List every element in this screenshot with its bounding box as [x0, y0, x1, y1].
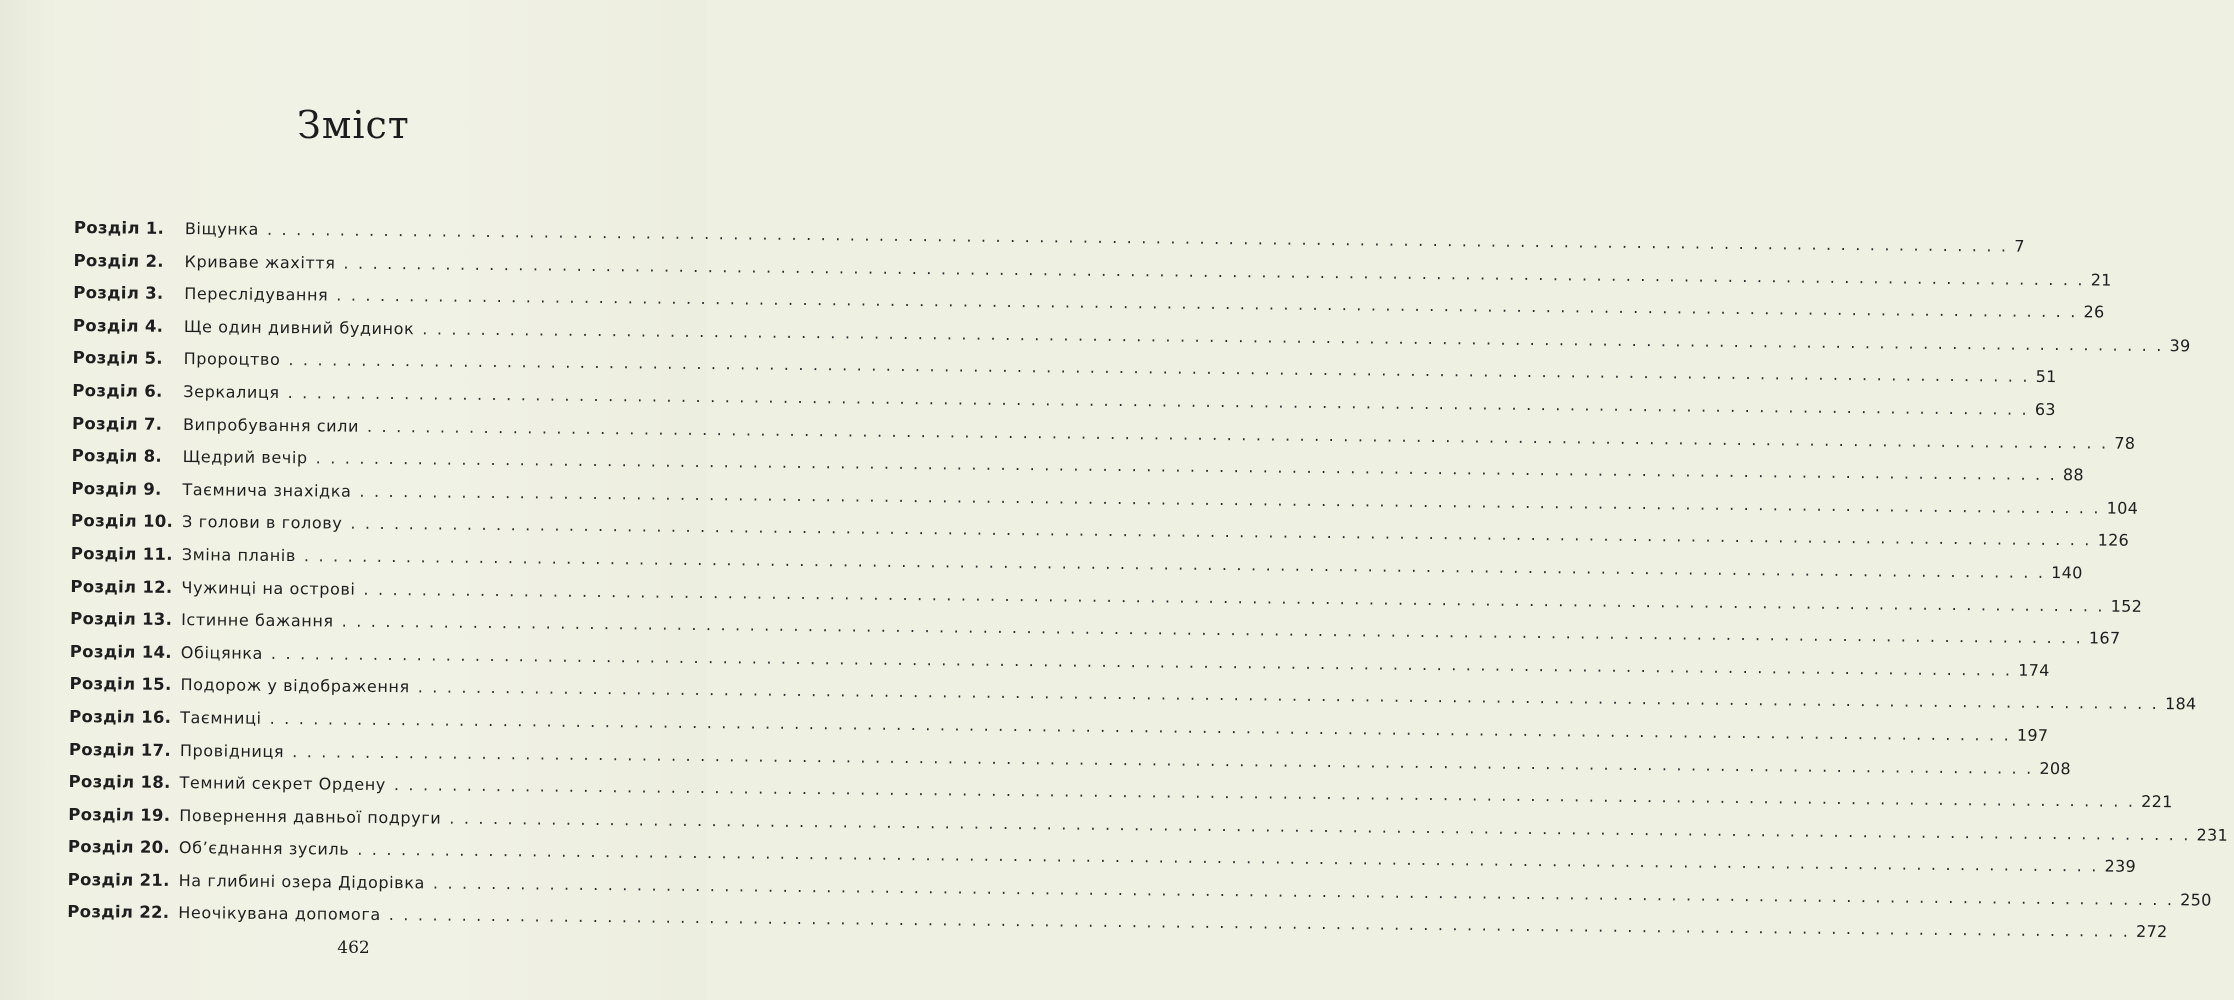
chapter-page-number: 63	[2034, 399, 2056, 420]
dot-leader: . . . . . . . . . . . . . . . . . . . . . . . . . . . . . . . . . . . . . . . . . . . . . . . . . . . . . . . . . . . . . . . . . . . . . . . . . . . . . . . . . . . . . . . . . . . . . . . . . . . . . . . . . . . . . . . . . . . . . . . .	[366, 416, 2109, 453]
chapter-number: Розділ 22.	[67, 902, 170, 923]
chapter-page-number: 78	[2114, 433, 2136, 453]
chapter-title: Випробування сили	[182, 414, 360, 436]
chapter-title: Пророцтво	[183, 349, 281, 370]
chapter-title: Ще один дивний будинок	[183, 316, 415, 339]
chapter-number: Розділ 9.	[71, 478, 162, 499]
chapter-title: Темний секрет Ордену	[179, 773, 386, 795]
chapter-page-number: 231	[2196, 825, 2229, 845]
dot-leader: . . . . . . . . . . . . . . . . . . . . . . . . . . . . . . . . . . . . . . . . . . . . . . . . . . . . . . . . . . . . . . . . . . . . . . . . . . . . . . . . . . . . . . . . . . . . . . . . . . . . . . . . . . . . . . . . . . . . . . . .	[357, 840, 2099, 876]
chapter-title: Переслідування	[184, 284, 329, 305]
chapter-number: Розділ 4.	[72, 315, 164, 336]
chapter-number: Розділ 6.	[72, 380, 163, 401]
chapter-page-number: 197	[2016, 725, 2049, 745]
dot-leader: . . . . . . . . . . . . . . . . . . . . . . . . . . . . . . . . . . . . . . . . . . . . . . . . . . . . . . . . . . . . . . . . . . . . . . . . . . . . . . . . . . . . . . . . . . . . . . . . . . . . . . . . . . . . . . . . . . . . . . . .	[363, 579, 2105, 616]
chapter-title: Чужинці на острові	[181, 577, 356, 599]
page-number: 462	[337, 938, 370, 958]
chapter-number: Розділ 2.	[73, 250, 164, 271]
chapter-page-number: 26	[2083, 302, 2105, 322]
chapter-page-number: 7	[2014, 236, 2025, 256]
dot-leader: . . . . . . . . . . . . . . . . . . . . . . . . . . . . . . . . . . . . . . . . . . . . . . . . . . . . . . . . . . . . . . . . . . . . . . . . . . . . . . . . . . . . . . . . . . . . . . . . . . . . . . . . . . . . . . . . . . . . . . . .	[336, 285, 2078, 322]
chapter-number: Розділ 1.	[73, 218, 165, 238]
chapter-title: Щедрий вечір	[182, 447, 308, 468]
dot-leader: . . . . . . . . . . . . . . . . . . . . . . . . . . . . . . . . . . . . . . . . . . . . . . . . . . . . . . . . . . . . . . . . . . . . . . . . . . . . . . . . . . . . . . . . . . . . . . . . . . . . . . . . . . . . . . . . . . . . . . . .	[341, 611, 2084, 648]
chapter-title: Провідниця	[179, 740, 285, 761]
chapter-number: Розділ 18.	[68, 772, 171, 793]
chapter-page-number: 126	[2097, 530, 2130, 551]
dot-leader: . . . . . . . . . . . . . . . . . . . . . . . . . . . . . . . . . . . . . . . . . . . . . . . . . . . . . . . . . . . . . . . . . . . . . . . . . . . . . . . . . . . . . . . . . . . . . . . . . . . . . . . . . . . . . . . . . . . . . . . .	[449, 808, 2191, 845]
chapter-page-number: 208	[2039, 758, 2071, 778]
chapter-title: На глибині озера Дідорівка	[178, 870, 426, 893]
chapter-number: Розділ 14.	[69, 641, 172, 662]
chapter-number: Розділ 8.	[71, 446, 163, 467]
chapter-page-number: 152	[2110, 596, 2143, 616]
toc-entry	[67, 902, 2168, 942]
dot-leader: . . . . . . . . . . . . . . . . . . . . . . . . . . . . . . . . . . . . . . . . . . . . . . . . . . . . . . . . . . . . . . . . . . . . . . . . . . . . . . . . . . . . . . . . . . . . . . . . . . . . . . . . . . . . . . . . . . . . . . . .	[359, 481, 2101, 518]
chapter-number: Розділ 20.	[67, 837, 171, 858]
dot-leader: . . . . . . . . . . . . . . . . . . . . . . . . . . . . . . . . . . . . . . . . . . . . . . . . . . . . . . . . . . . . . . . . . . . . . . . . . . . . . . . . . . . . . . . . . . . . . . . . . . . . . . . . . . . . . . . . . . . . . . . .	[393, 775, 2136, 811]
chapter-number: Розділ 12.	[70, 576, 173, 597]
chapter-page-number: 104	[2106, 498, 2139, 518]
dot-leader: . . . . . . . . . . . . . . . . . . . . . . . . . . . . . . . . . . . . . . . . . . . . . . . . . . . . . . . . . . . . . . . . . . . . . . . . . . . . . . . . . . . . . . . . . . . . . . . . . . . . . . . . . . . . . . . . . . . . . . . .	[417, 677, 2160, 714]
chapter-title: Подорож у відображення	[180, 675, 410, 697]
dot-leader: . . . . . . . . . . . . . . . . . . . . . . . . . . . . . . . . . . . . . . . . . . . . . . . . . . . . . . . . . . . . . . . . . . . . . . . . . . . . . . . . . . . . . . . . . . . . . . . . . . . . . . . . . . . . . . . . . . . . . . . .	[422, 319, 2164, 355]
chapter-page-number: 250	[2180, 890, 2212, 910]
chapter-number: Розділ 19.	[68, 804, 171, 825]
chapter-number: Розділ 11.	[70, 543, 173, 564]
chapter-number: Розділ 10.	[71, 511, 174, 532]
chapter-title: Повернення давньої подруги	[179, 805, 442, 828]
chapter-title: З голови в голову	[181, 512, 343, 533]
dot-leader: . . . . . . . . . . . . . . . . . . . . . . . . . . . . . . . . . . . . . . . . . . . . . . . . . . . . . . . . . . . . . . . . . . . . . . . . . . . . . . . . . . . . . . . . . . . . . . . . . . . . . . . . . . . . . . . . . . . . . . . .	[350, 514, 2092, 550]
chapter-number: Розділ 7.	[71, 413, 163, 434]
chapter-number: Розділ 15.	[69, 674, 172, 695]
chapter-page-number: 184	[2164, 694, 2197, 714]
dot-leader: . . . . . . . . . . . . . . . . . . . . . . . . . . . . . . . . . . . . . . . . . . . . . . . . . . . . . . . . . . . . . . . . . . . . . . . . . . . . . . . . . . . . . . . . . . . . . . . . . . . . . . . . . . . . . . . . . . . . . . . .	[303, 546, 2046, 582]
chapter-page-number: 239	[2104, 856, 2137, 877]
dot-leader: . . . . . . . . . . . . . . . . . . . . . . . . . . . . . . . . . . . . . . . . . . . . . . . . . . . . . . . . . . . . . . . . . . . . . . . . . . . . . . . . . . . . . . . . . . . . . . . . . . . . . . . . . . . . . . . . . . . . . . . .	[388, 905, 2131, 942]
dot-leader: . . . . . . . . . . . . . . . . . . . . . . . . . . . . . . . . . . . . . . . . . . . . . . . . . . . . . . . . . . . . . . . . . . . . . . . . . . . . . . . . . . . . . . . . . . . . . . . . . . . . . . . . . . . . . . . . . . . . . . . .	[287, 383, 2029, 419]
chapter-title: Зеркалиця	[183, 382, 280, 402]
dot-leader: . . . . . . . . . . . . . . . . . . . . . . . . . . . . . . . . . . . . . . . . . . . . . . . . . . . . . . . . . . . . . . . . . . . . . . . . . . . . . . . . . . . . . . . . . . . . . . . . . . . . . . . . . . . . . . . . . . . . . . . .	[266, 219, 2009, 256]
dot-leader: . . . . . . . . . . . . . . . . . . . . . . . . . . . . . . . . . . . . . . . . . . . . . . . . . . . . . . . . . . . . . . . . . . . . . . . . . . . . . . . . . . . . . . . . . . . . . . . . . . . . . . . . . . . . . . . . . . . . . . . .	[288, 350, 2030, 387]
table-of-contents	[67, 218, 2229, 942]
chapter-number: Розділ 5.	[72, 348, 164, 369]
dot-leader: . . . . . . . . . . . . . . . . . . . . . . . . . . . . . . . . . . . . . . . . . . . . . . . . . . . . . . . . . . . . . . . . . . . . . . . . . . . . . . . . . . . . . . . . . . . . . . . . . . . . . . . . . . . . . . . . . . . . . . . .	[343, 253, 2085, 289]
dot-leader: . . . . . . . . . . . . . . . . . . . . . . . . . . . . . . . . . . . . . . . . . . . . . . . . . . . . . . . . . . . . . . . . . . . . . . . . . . . . . . . . . . . . . . . . . . . . . . . . . . . . . . . . . . . . . . . . . . . . . . . .	[270, 643, 2013, 680]
dot-leader: . . . . . . . . . . . . . . . . . . . . . . . . . . . . . . . . . . . . . . . . . . . . . . . . . . . . . . . . . . . . . . . . . . . . . . . . . . . . . . . . . . . . . . . . . . . . . . . . . . . . . . . . . . . . . . . . . . . . . . . .	[292, 741, 2034, 778]
chapter-title: Таємнича знахідка	[182, 479, 352, 501]
chapter-title: Істинне бажання	[181, 610, 334, 631]
chapter-number: Розділ 3.	[73, 283, 164, 304]
chapter-title: Таємниці	[180, 707, 262, 728]
chapter-title: Криваве жахіття	[184, 251, 336, 273]
chapter-title: Зміна планів	[181, 544, 297, 566]
dot-leader: . . . . . . . . . . . . . . . . . . . . . . . . . . . . . . . . . . . . . . . . . . . . . . . . . . . . . . . . . . . . . . . . . . . . . . . . . . . . . . . . . . . . . . . . . . . . . . . . . . . . . . . . . . . . . . . . . . . . . . . .	[269, 708, 2011, 745]
chapter-page-number: 272	[2135, 922, 2168, 942]
chapter-page-number: 21	[2090, 269, 2112, 290]
chapter-page-number: 51	[2035, 367, 2057, 387]
dot-leader: . . . . . . . . . . . . . . . . . . . . . . . . . . . . . . . . . . . . . . . . . . . . . . . . . . . . . . . . . . . . . . . . . . . . . . . . . . . . . . . . . . . . . . . . . . . . . . . . . . . . . . . . . . . . . . . . . . . . . . . .	[315, 448, 2058, 485]
chapter-number: Розділ 13.	[70, 609, 173, 630]
chapter-page-number: 88	[2062, 465, 2085, 485]
dot-leader: . . . . . . . . . . . . . . . . . . . . . . . . . . . . . . . . . . . . . . . . . . . . . . . . . . . . . . . . . . . . . . . . . . . . . . . . . . . . . . . . . . . . . . . . . . . . . . . . . . . . . . . . . . . . . . . . . . . . . . . .	[432, 873, 2175, 910]
chapter-title: Неочікувана допомога	[178, 903, 381, 925]
chapter-page-number: 39	[2169, 335, 2191, 356]
chapter-title: Об’єднання зусиль	[178, 838, 350, 859]
chapter-page-number: 174	[2018, 660, 2050, 680]
chapter-title: Віщунка	[184, 219, 260, 239]
chapter-number: Розділ 17.	[68, 739, 172, 760]
chapter-title: Обіцянка	[180, 642, 264, 663]
chapter-page-number: 140	[2051, 562, 2083, 583]
chapter-page-number: 167	[2088, 628, 2121, 648]
page-title: Зміст	[297, 103, 410, 147]
chapter-number: Розділ 21.	[67, 869, 170, 890]
chapter-number: Розділ 16.	[69, 706, 172, 727]
chapter-page-number: 221	[2141, 791, 2173, 812]
